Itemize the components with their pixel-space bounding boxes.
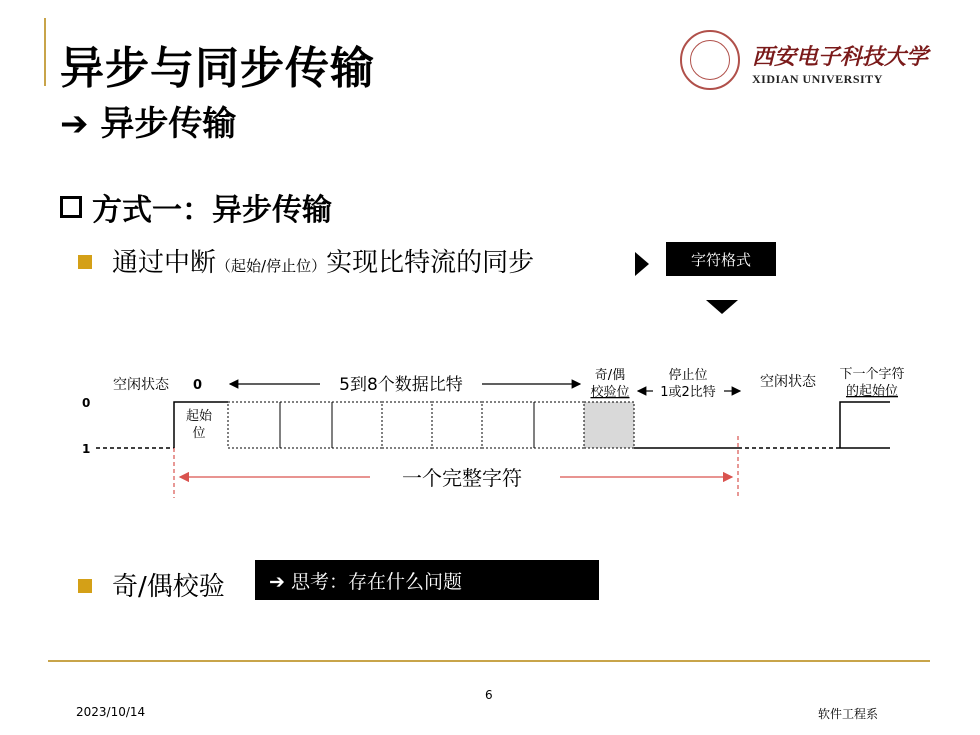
think-question-button[interactable]: ➔ 思考：存在什么问题 xyxy=(255,560,599,600)
level-1-label: 1 xyxy=(82,442,91,456)
async-frame-diagram xyxy=(0,340,980,510)
data-bit-6 xyxy=(482,402,534,448)
full-char-label: 一个完整字符 xyxy=(402,466,522,490)
university-name-en: XIDIAN UNIVERSITY xyxy=(752,72,883,86)
data-bit-5 xyxy=(432,402,482,448)
data-bit-3 xyxy=(332,402,382,448)
start-bit-label-line2: 位 xyxy=(192,426,206,441)
data-bit-1 xyxy=(228,402,280,448)
slide-subtitle: ➔ 异步传输 xyxy=(60,104,237,144)
start-bit-label-line1: 起始 xyxy=(185,409,213,424)
bullet-square-icon xyxy=(78,255,92,269)
data-bit-2 xyxy=(280,402,332,448)
footer-page-number: 6 xyxy=(485,688,493,702)
stop-label-line1: 停止位 xyxy=(668,368,708,383)
bullet-text-small: （起始/停止位） xyxy=(216,257,327,275)
footer-department: 软件工程系 xyxy=(818,707,879,721)
parity-label-line1: 奇/偶 xyxy=(594,368,626,383)
parity-label-line2: 校验位 xyxy=(590,385,630,400)
bullet-text-main: 通过中断 xyxy=(112,248,217,278)
footer-date: 2023/10/14 xyxy=(76,705,146,719)
next-start-edge xyxy=(840,402,890,448)
bullet-square-icon xyxy=(78,579,92,593)
university-seal-inner-icon xyxy=(690,40,730,80)
stop-label-line2: 1或2比特 xyxy=(660,385,716,400)
next-char-label-line1: 下一个字符 xyxy=(839,367,905,382)
slide-title: 异步与同步传输 xyxy=(60,43,375,94)
bullet-text-parity: 奇/偶校验 xyxy=(112,572,225,602)
footer-divider xyxy=(48,660,930,662)
idle-right-label: 空闲状态 xyxy=(760,374,816,390)
play-triangle-icon xyxy=(635,252,649,276)
bullet-text-interrupt xyxy=(112,242,534,279)
start-bit-value-label: 0 xyxy=(193,378,203,393)
square-bullet-icon xyxy=(60,196,82,218)
down-triangle-icon xyxy=(706,300,738,314)
title-accent-bar xyxy=(44,18,46,86)
parity-bit xyxy=(584,402,634,448)
level-0-label: 0 xyxy=(82,396,91,410)
next-char-label-line2: 的起始位 xyxy=(845,384,899,399)
section-heading-text: 方式一：异步传输 xyxy=(92,193,332,228)
data-bits-label: 5到8个数据比特 xyxy=(339,375,463,395)
bullet-text-tail: 实现比特流的同步 xyxy=(326,248,535,278)
character-format-button[interactable]: 字符格式 xyxy=(666,242,776,276)
section-heading xyxy=(60,185,332,229)
data-bit-7 xyxy=(534,402,584,448)
data-bit-4 xyxy=(382,402,432,448)
idle-left-label: 空闲状态 xyxy=(113,377,169,393)
university-name-cn: 西安电子科技大学 xyxy=(752,44,929,70)
